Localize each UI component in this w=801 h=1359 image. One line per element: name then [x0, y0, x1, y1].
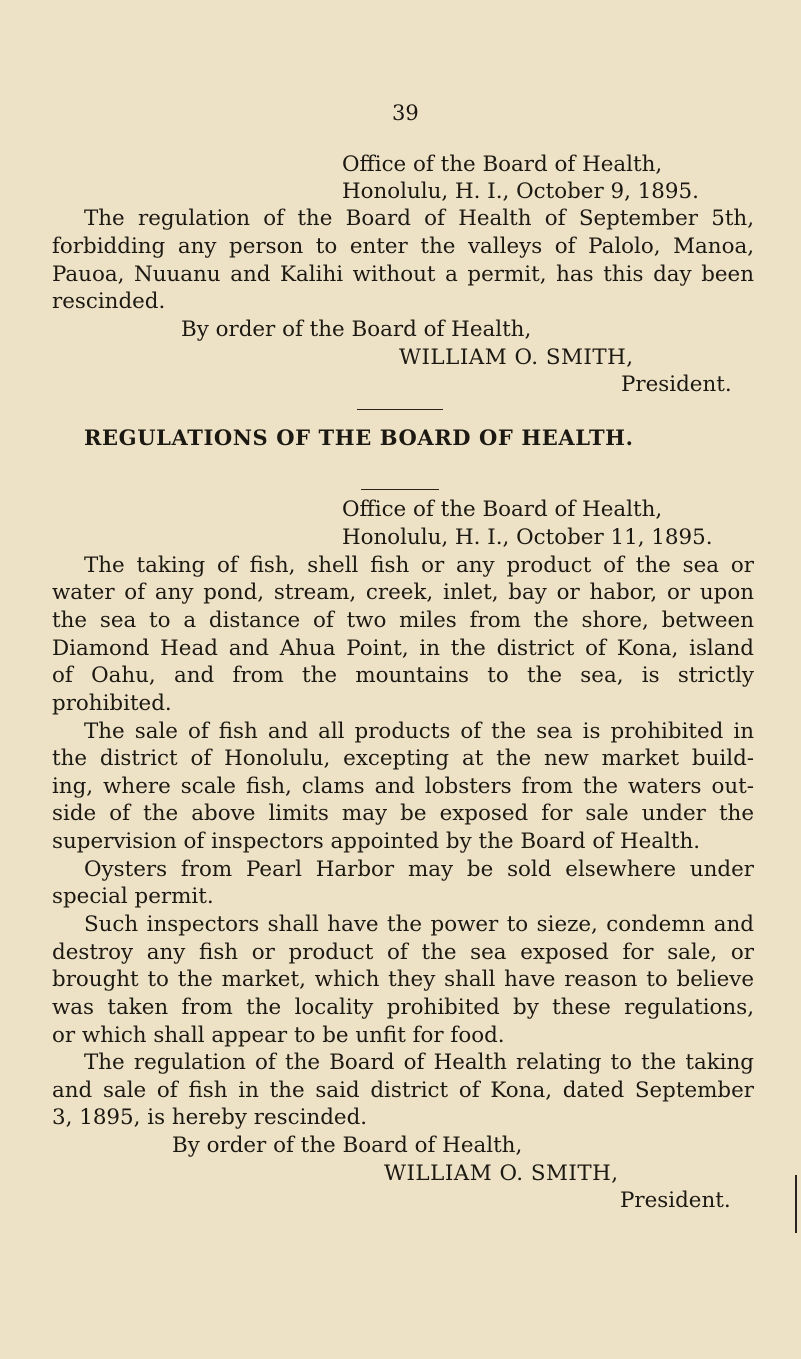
notice1-body-line: rescinded. [52, 289, 166, 314]
regulations-heading: REGULATIONS OF THE BOARD OF HEALTH. [84, 425, 634, 450]
regulations-signatory: WILLIAM O. SMITH, [384, 1161, 619, 1186]
regulations-order-line: By order of the Board of Health, [172, 1133, 523, 1158]
regulations-title: President. [620, 1188, 731, 1213]
notice1-signatory: WILLIAM O. SMITH, [399, 345, 634, 370]
para5-line: 3, 1895, is hereby rescinded. [52, 1105, 368, 1130]
para1-line: Diamond Head and Ahua Point, in the district of Kona, island [52, 636, 754, 661]
notice1-place-date: Honolulu, H. I., October 9, 1895. [342, 179, 699, 204]
para5-line: The regulation of the Board of Health relating to the taking [84, 1050, 754, 1075]
para3-line: Oysters from Pearl Harbor may be sold elsewhere under [84, 857, 754, 882]
notice1-title: President. [621, 372, 732, 397]
para5-line: and sale of fish in the said district of Kona, dated September [52, 1078, 754, 1103]
para4-line: destroy any fish or product of the sea exposed for sale, or [52, 940, 754, 965]
para2-line: ing, where scale fish, clams and lobsters from the waters out- [52, 774, 754, 799]
notice1-body-line: The regulation of the Board of Health of September 5th, [84, 206, 754, 231]
page-number: 39 [392, 101, 419, 125]
para4-line: brought to the market, which they shall have reason to believe [52, 967, 754, 992]
regulations-place-date: Honolulu, H. I., October 11, 1895. [342, 525, 713, 550]
para2-line: The sale of fish and all products of the sea is prohibited in [84, 719, 754, 744]
para4-line: Such inspectors shall have the power to sieze, condemn and [84, 912, 754, 937]
regulations-office: Office of the Board of Health, [342, 497, 663, 522]
para4-line: was taken from the locality prohibited by these regulations, [52, 995, 754, 1020]
para2-line: supervision of inspectors appointed by the Board of Health. [52, 829, 701, 854]
para1-line: water of any pond, stream, creek, inlet, bay or habor, or upon [52, 580, 754, 605]
notice1-body-line: forbidding any person to enter the valleys of Palolo, Manoa, [52, 234, 754, 259]
para1-line: prohibited. [52, 691, 172, 716]
para1-line: the sea to a distance of two miles from the shore, between [52, 608, 754, 633]
notice1-office: Office of the Board of Health, [342, 152, 663, 177]
divider-rule [361, 489, 439, 490]
para4-line: or which shall appear to be unfit for food. [52, 1023, 505, 1048]
divider-rule [357, 409, 443, 410]
notice1-body-line: Pauoa, Nuuanu and Kalihi without a permit, has this day been [52, 262, 754, 287]
para2-line: the district of Honolulu, excepting at the new market build- [52, 746, 754, 771]
para1-line: of Oahu, and from the mountains to the sea, is strictly [52, 663, 754, 688]
para2-line: side of the above limits may be exposed for sale under the [52, 801, 754, 826]
page-edge-mark [795, 1175, 797, 1233]
notice1-order-line: By order of the Board of Health, [181, 317, 532, 342]
para3-line: special permit. [52, 884, 214, 909]
para1-line: The taking of fish, shell fish or any product of the sea or [84, 553, 754, 578]
